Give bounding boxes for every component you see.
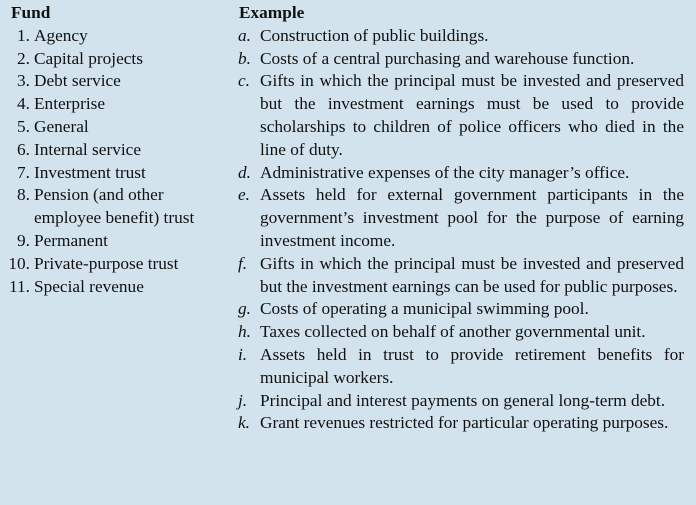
example-letter: e. [238,185,250,205]
example-item [238,344,684,390]
example-item [238,253,684,299]
example-item [238,184,684,252]
fund-name: Enterprise [34,94,106,114]
example-letter: j. [238,390,248,410]
fund-item [0,116,235,139]
fund-number: 3. [17,71,30,91]
fund-item [0,253,235,276]
fund-item [0,70,235,93]
fund-number: 8. [17,185,30,205]
example-text: Administrative expenses of the city manager’s office. [260,162,630,182]
example-item [238,321,684,344]
example-item [238,390,684,413]
fund-item [0,48,235,71]
fund-name: Investment trust [34,162,146,182]
fund-number: 10. [8,253,30,273]
example-item [238,162,684,185]
example-item [238,25,684,48]
example-letter: a. [238,25,251,45]
example-letter: h. [238,322,251,342]
example-letter: k. [238,413,250,433]
fund-name: General [34,116,89,136]
fund-name: Agency [34,25,88,45]
fund-number: 4. [17,94,30,114]
example-item [238,70,684,161]
example-item [238,298,684,321]
fund-column [0,2,235,298]
example-item [238,412,684,435]
example-text: Taxes collected on behalf of another governmental unit. [260,322,646,342]
example-text: Costs of a central purchasing and warehouse function. [260,48,635,68]
fund-name: Pension (and other employee benefit) trust [34,185,195,228]
example-letter: b. [238,48,251,68]
fund-name: Permanent [34,230,108,250]
example-list [238,25,684,435]
fund-item [0,230,235,253]
fund-number: 1. [17,25,30,45]
fund-number: 9. [17,230,30,250]
fund-list [0,25,235,299]
fund-item [0,25,235,48]
example-text: Construction of public buildings. [260,25,489,45]
fund-name: Capital projects [34,48,143,68]
example-letter: i. [238,344,248,364]
example-text: Assets held for external government participants in the government’s investment pool for the purpose of earning investment income. [260,185,684,250]
fund-header: Fund [11,3,51,22]
example-letter: d. [238,162,251,182]
example-text: Gifts in which the principal must be invested and preserved but the investment earnings can be used for public purposes. [260,253,684,296]
example-text: Principal and interest payments on general long-term debt. [260,390,666,410]
fund-number: 6. [17,139,30,159]
example-item [238,48,684,71]
fund-number: 11. [9,276,30,296]
example-text: Costs of operating a municipal swimming pool. [260,299,589,319]
fund-number: 5. [17,116,30,136]
fund-name: Debt service [34,71,121,91]
example-letter: c. [238,71,250,91]
fund-name: Private-purpose trust [34,253,179,273]
example-letter: g. [238,299,251,319]
fund-number: 2. [17,48,30,68]
example-header: Example [239,3,305,22]
example-column [238,2,684,435]
fund-name: Special revenue [34,276,144,296]
fund-item [0,276,235,299]
fund-item [0,162,235,185]
example-text: Gifts in which the principal must be invested and preserved but the investment earnings must be used to provide scholarships to children of police officers who died in the line of duty. [260,71,684,159]
example-letter: f. [238,253,248,273]
fund-item [0,184,235,230]
example-text: Grant revenues restricted for particular operating purposes. [260,413,669,433]
fund-name: Internal service [34,139,141,159]
example-text: Assets held in trust to provide retirement benefits for municipal workers. [260,344,684,387]
fund-item [0,139,235,162]
fund-number: 7. [17,162,30,182]
fund-item [0,93,235,116]
